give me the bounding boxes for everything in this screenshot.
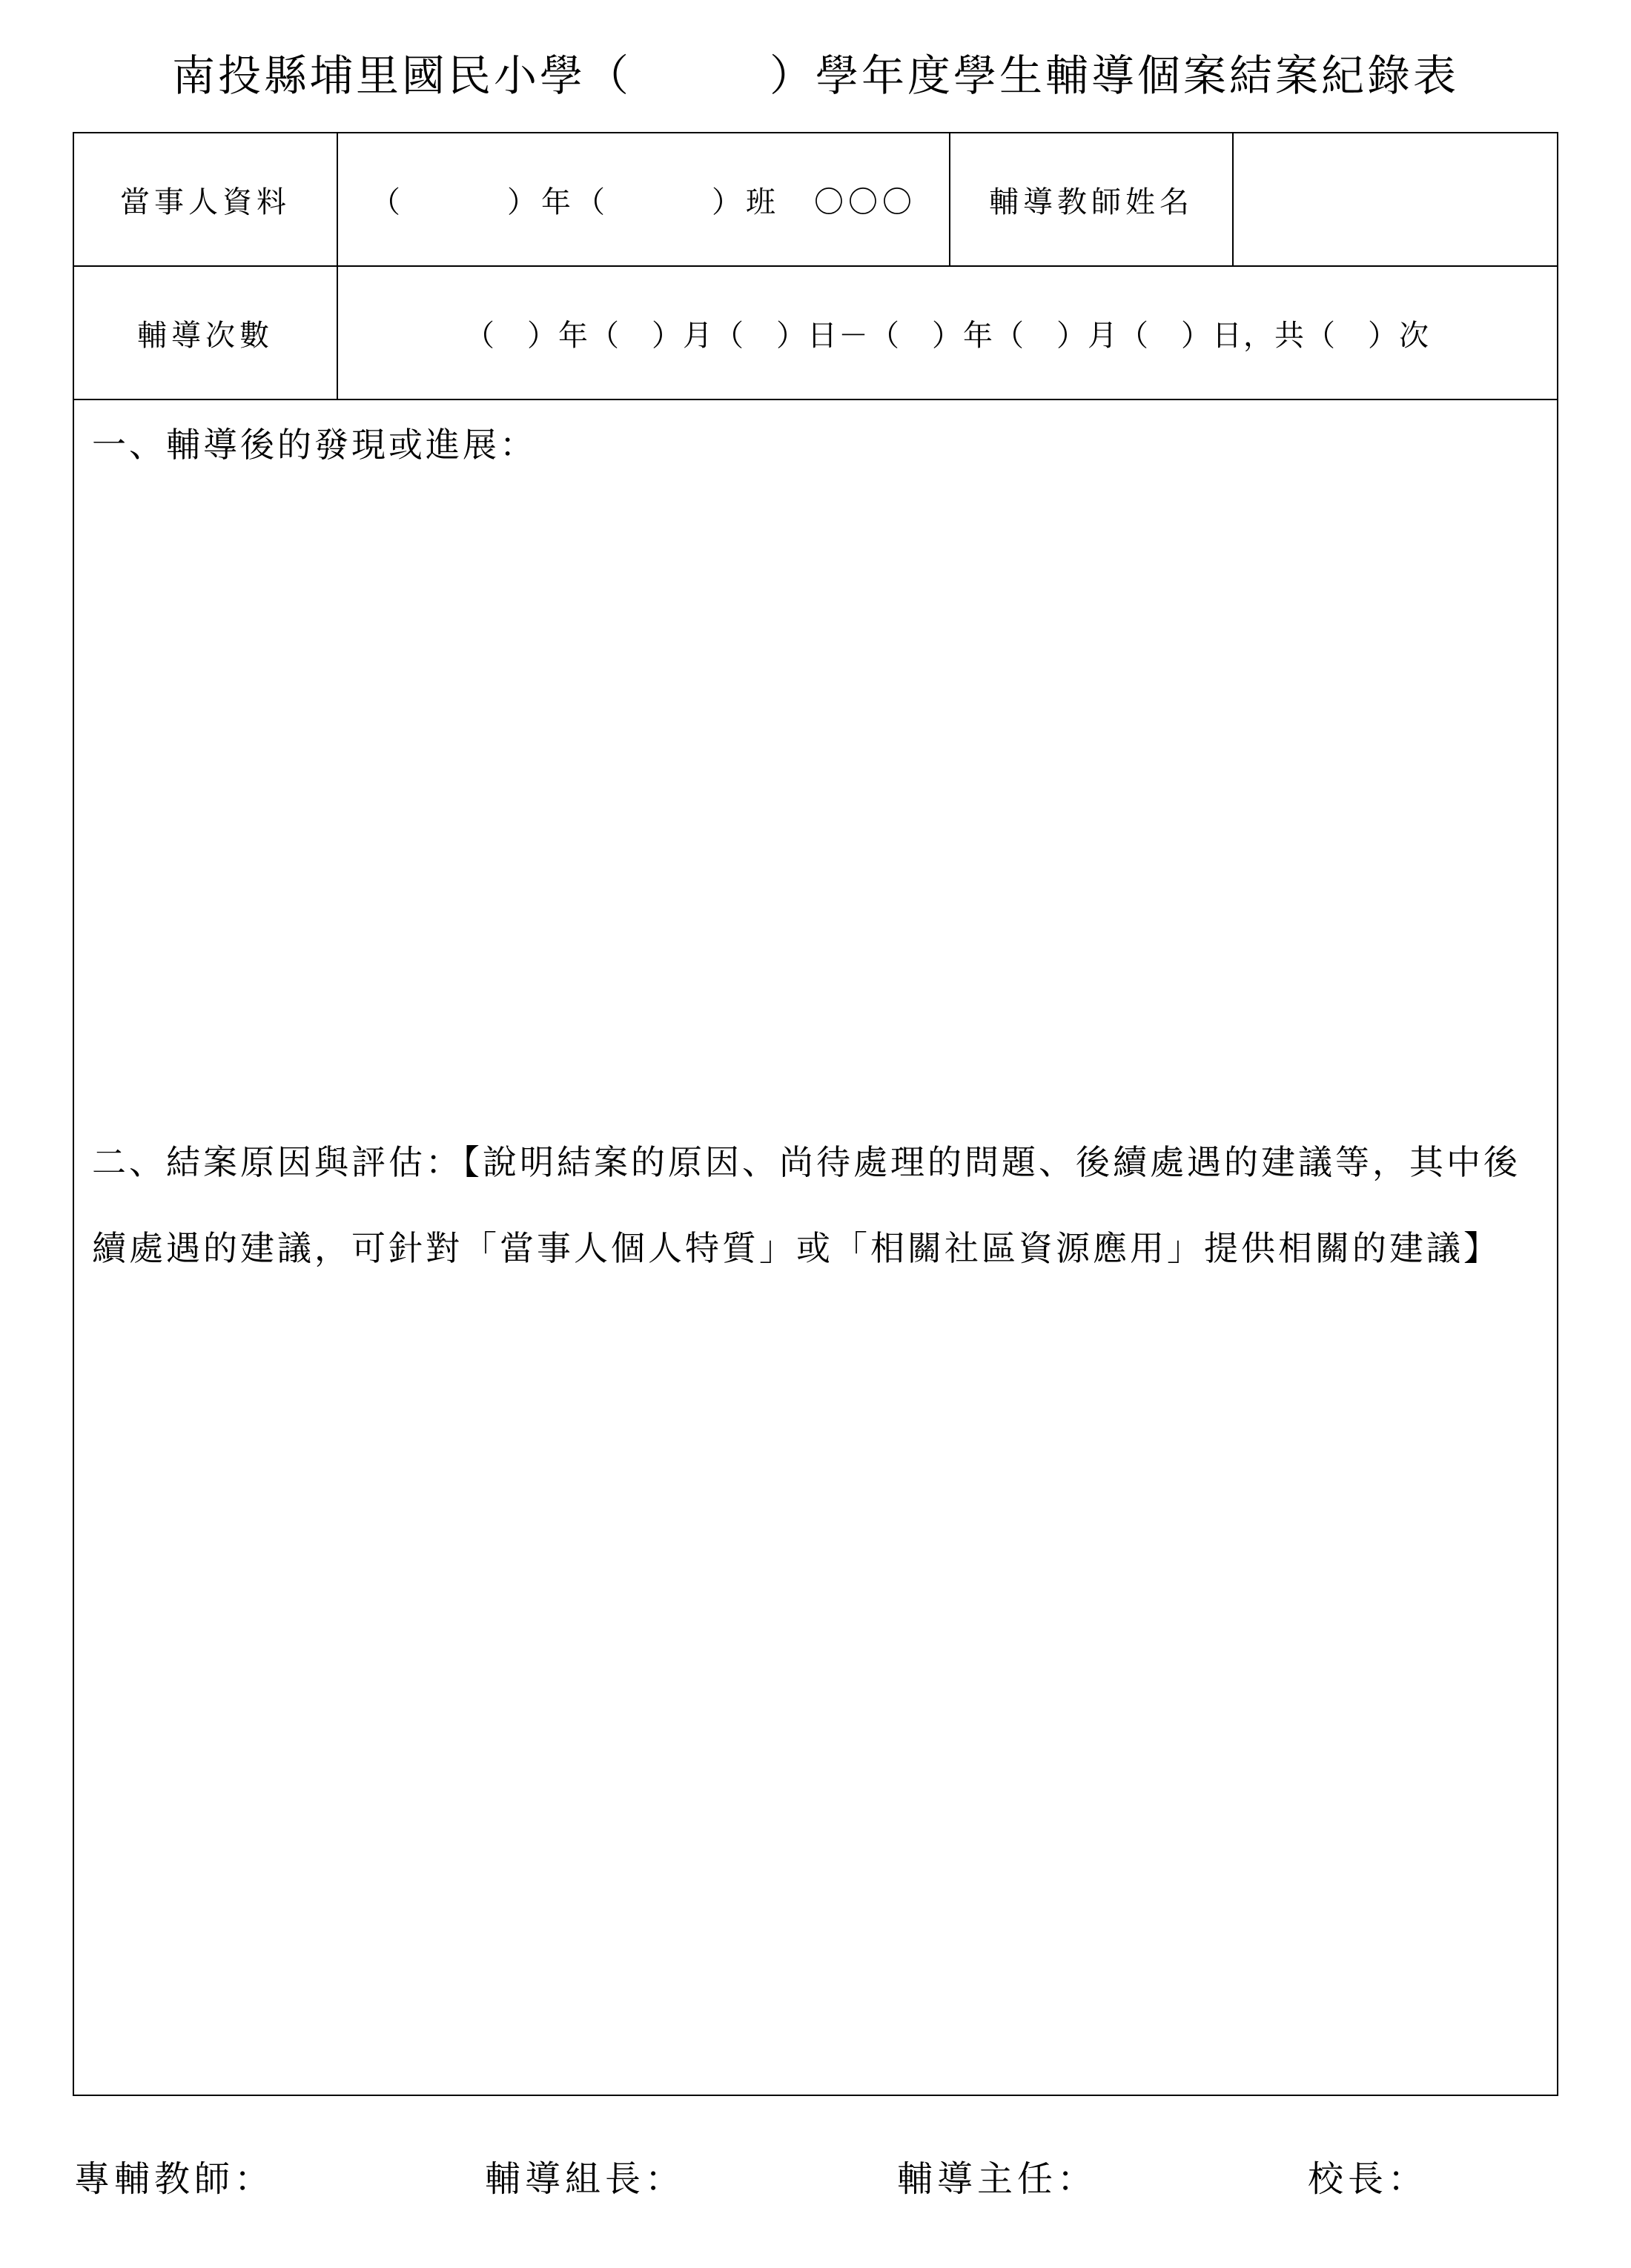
counselor-signature-label: 專輔教師： [74,2158,275,2200]
signature-row [0,2149,1631,2209]
client-info-row [74,133,1557,267]
session-count-label: 輔導次數 [137,318,274,353]
form-title: 南投縣埔里國民小學（ ）學年度學生輔導個案結案紀錄表 [171,50,1459,101]
principal-signature-label: 校長： [1308,2158,1429,2200]
findings-section-heading: 一、輔導後的發現或進展： [92,425,537,465]
record-form [73,132,1558,2096]
session-count-row [74,267,1557,400]
session-count-field: （ ）年（ ）月（ ）日－（ ）年（ ）月（ ）日，共（ ）次 [337,267,1557,399]
director-signature-label: 輔導主任： [897,2158,1098,2200]
counselor-name-field[interactable] [1232,133,1557,265]
client-info-field: （ ）年（ ）班 〇〇〇 [337,133,949,265]
client-info-label: 當事人資料 [120,185,291,219]
closure-reason-section-heading: 二、結案原因與評估：【說明結案的原因、尚待處理的問題、後續處遇的建議等，其中後續處遇的建議，可針對「當事人個人特質」或「相關社區資源應用」提供相關的建議】 [92,1142,1521,1268]
counselor-name-label: 輔導教師姓名 [949,133,1232,265]
group-leader-signature-label: 輔導組長： [485,2158,686,2200]
